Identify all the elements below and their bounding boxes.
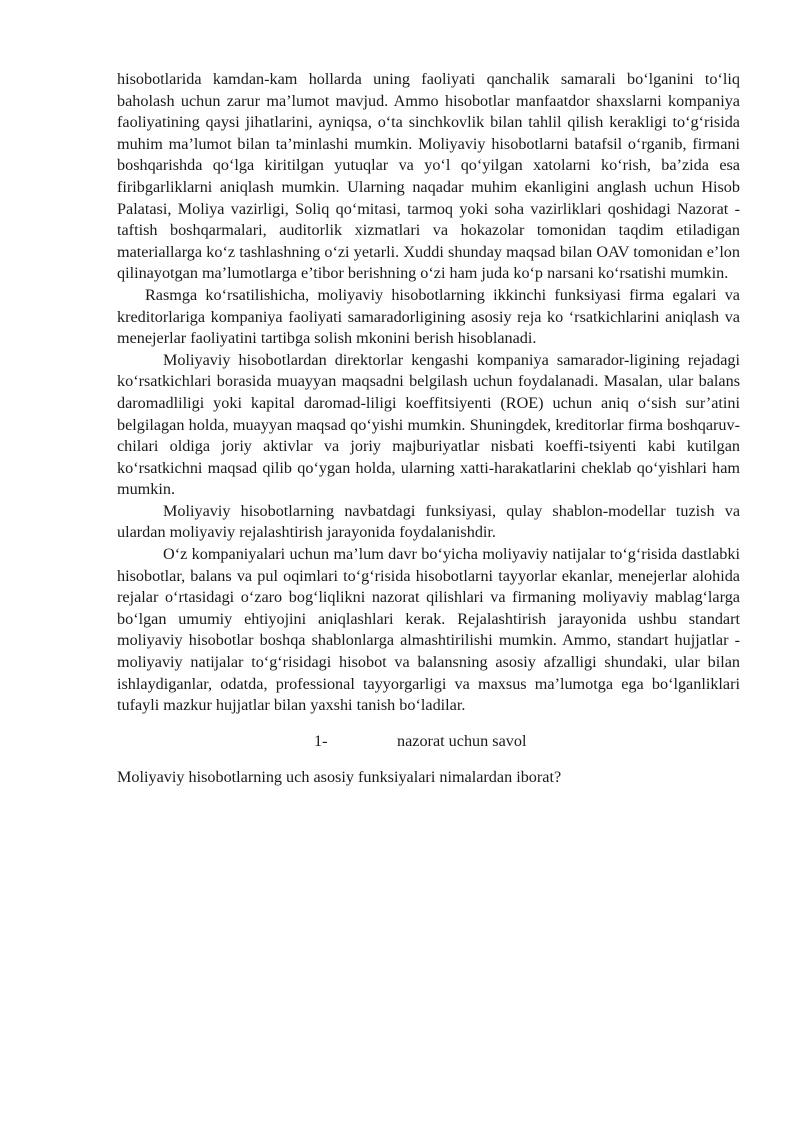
paragraph-3: Moliyaviy hisobotlardan direktorlar kengashi kompaniya samarador-ligining rejadagi ko‘rsatkichlari borasida muayyan maqsadni belgilash uchun foydalanadi. Masalan, ular balans daromadliligi yoki kapital daromad-liligi koeffitsiyenti (ROE) uchun aniq o‘sish sur’atini belgilagan holda, muayyan maqsad qo‘yishi mumkin. Shuningdek, kreditorlar firma boshqaruv-chilari oldiga joriy aktivlar va joriy majburiyatlar nisbati koeffi-tsiyenti kabi kutilgan ko‘rsatkichni maqsad qilib qo‘ygan holda, ularning xatti-harakatlarini cheklab qo‘yishlari ham mumkin.: [117, 350, 740, 499]
paragraph-4: Moliyaviy hisobotlarning navbatdagi funksiyasi, qulay shablon-modellar tuzish va ulardan moliyaviy rejalashtirish jarayonida foydalanishdir.: [117, 501, 740, 542]
paragraph-1: hisobotlarida kamdan-kam hollarda uning faoliyati qanchalik samarali bo‘lganini to‘liq baholash uchun zarur ma’lumot mavjud. Ammo hisobotlar manfaatdor shaxslarni kompaniya faoliyatining qaysi jihatlarini, ayniqsa, o‘ta sinchkovlik bilan tahlil qilish kerakligi to‘g‘risida muhim ma’lumot bilan ta’minlashi mumkin. Moliyaviy hisobotlarni batafsil o‘rganib, firmani boshqarishda qo‘lga kiritilgan yutuqlar va yo‘l qo‘yilgan xatolarni ko‘rish, ba’zida esa firibgarliklarni aniqlash mumkin. Ularning naqadar muhim ekanligini anglash uchun Hisob Palatasi, Moliya vazirligi, Soliq qo‘mitasi, tarmoq yoki soha vazirliklari qoshidagi Nazorat - taftish boshqarmalari, auditorlik xizmatlari va hokazolar tomonidan taqdim etiladigan materiallarga ko‘z tashlashning o‘zi yetarli. Xuddi shunday maqsad bilan OAV tomonidan e’lon qilinayotgan ma’lumotlarga e’tibor berishning o‘zi ham juda ko‘p narsani ko‘rsatishi mumkin.: [117, 70, 740, 283]
review-question: Moliyaviy hisobotlarning uch asosiy funksiyalari nimalardan iborat?: [117, 767, 562, 786]
heading-number: 1-: [314, 731, 328, 750]
paragraph-2: Rasmga ko‘rsatilishicha, moliyaviy hisobotlarning ikkinchi funksiyasi firma egalari va kreditorlariga kompaniya faoliyati samaradorligining asosiy reja ko ‘rsatkichlarini aniqlash va menejerlar faoliyatini tartibga solish mkonini berish hisoblanadi.: [117, 285, 740, 348]
paragraph-5: O‘z kompaniyalari uchun ma’lum davr bo‘yicha moliyaviy natijalar to‘g‘risida dastlabki hisobotlar, balans va pul oqimlari to‘g‘risida hisobotlarni tayyorlar ekanlar, menejerlar alohida rejalar o‘rtasidagi o‘zaro bog‘liqlikni nazorat qilishlari va firmaning moliyaviy mablag‘larga bo‘lgan umumiy ehtiyojini aniqlashlari kerak. Rejalashtirish jarayonida ushbu standart moliyaviy hisobotlar boshqa shablonlarga almashtirilishi mumkin. Ammo, standart hujjatlar - moliyaviy natijalar to‘g‘risidagi hisobot va balansning asosiy afzalligi shundaki, ular bilan ishlaydiganlar, odatda, professional tayyorgarligi va maxsus ma’lumotga ega bo‘lganliklari tufayli mazkur hujjatlar bilan yaxshi tanish bo‘ladilar.: [117, 545, 740, 715]
document-page: [117, 69, 740, 788]
section-heading: [117, 731, 740, 753]
heading-title: nazorat uchun savol: [397, 731, 527, 750]
